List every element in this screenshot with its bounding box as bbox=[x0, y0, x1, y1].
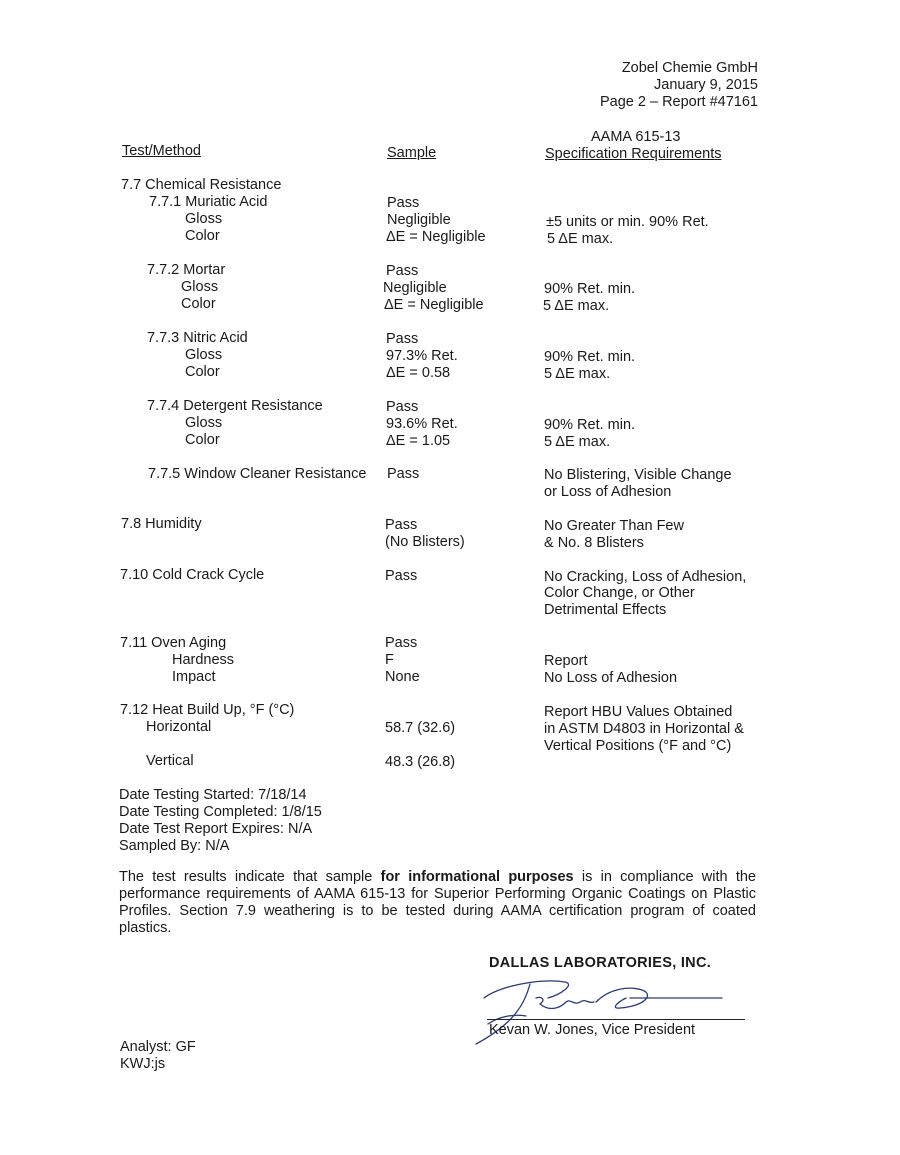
date-testing-started: Date Testing Started: 7/18/14 bbox=[119, 787, 307, 803]
table-row-method: Color bbox=[185, 364, 220, 380]
date-report-expires: Date Test Report Expires: N/A bbox=[119, 821, 313, 837]
statement-part1: The test results indicate that sample bbox=[119, 869, 381, 885]
table-row-sample: F bbox=[385, 652, 394, 668]
table-row-spec: Report bbox=[544, 653, 588, 669]
table-row-method: 7.7.5 Window Cleaner Resistance bbox=[148, 466, 367, 482]
table-row-method: 7.7 Chemical Resistance bbox=[121, 177, 282, 193]
signature-line bbox=[487, 1019, 745, 1020]
page-report-number: Page 2 – Report #47161 bbox=[599, 94, 758, 110]
table-row-spec: Report HBU Values Obtained bbox=[544, 704, 733, 720]
table-row-method: Gloss bbox=[185, 415, 223, 431]
table-row-method: Color bbox=[185, 228, 220, 244]
table-row-method: 7.11 Oven Aging bbox=[120, 635, 227, 651]
table-row-spec: No Loss of Adhesion bbox=[544, 670, 678, 686]
table-row-method: 7.7.2 Mortar bbox=[147, 262, 226, 278]
table-row-method: 7.7.3 Nitric Acid bbox=[147, 330, 248, 346]
lab-name: DALLAS LABORATORIES, INC. bbox=[489, 955, 712, 971]
table-row-sample: 93.6% Ret. bbox=[386, 416, 458, 432]
reference-initials: KWJ:js bbox=[120, 1056, 166, 1072]
sampled-by: Sampled By: N/A bbox=[119, 838, 230, 854]
table-row-spec: No Greater Than Few bbox=[544, 518, 684, 534]
table-row-sample: Pass bbox=[385, 568, 418, 584]
table-row-sample: Pass bbox=[385, 517, 418, 533]
table-row-sample: None bbox=[385, 669, 420, 685]
compliance-statement bbox=[119, 869, 756, 937]
table-row-spec: No Blistering, Visible Change bbox=[544, 467, 732, 483]
table-row-spec: No Cracking, Loss of Adhesion, bbox=[544, 569, 747, 585]
table-row-sample: Pass bbox=[387, 195, 420, 211]
table-row-sample: Negligible bbox=[383, 280, 447, 296]
table-row-spec: 90% Ret. min. bbox=[544, 349, 636, 365]
analyst: Analyst: GF bbox=[120, 1039, 196, 1055]
table-row-method: Gloss bbox=[185, 347, 223, 363]
table-row-method: Impact bbox=[172, 669, 216, 685]
statement-part2: is in compliance with the performance requirements of AAMA 615-13 for Superior Performing Organic Coatings on Plastic Profiles. Section 7.9 weathering is to be tested during AAMA certification program of coated plastics. bbox=[119, 869, 756, 936]
table-row-method: Gloss bbox=[185, 211, 223, 227]
table-row-spec: Detrimental Effects bbox=[544, 602, 667, 618]
table-row-sample: ΔE = Negligible bbox=[386, 229, 486, 245]
table-row-method: Vertical bbox=[146, 753, 194, 769]
table-row-sample: 97.3% Ret. bbox=[386, 348, 458, 364]
table-row-sample: 58.7 (32.6) bbox=[385, 720, 456, 736]
table-row-sample: Pass bbox=[385, 635, 418, 651]
date-testing-completed: Date Testing Completed: 1/8/15 bbox=[119, 804, 322, 820]
table-row-method: Hardness bbox=[172, 652, 235, 668]
table-row-spec: Color Change, or Other bbox=[544, 585, 695, 601]
table-row-method: Horizontal bbox=[146, 719, 212, 735]
table-row-spec: 5 ΔE max. bbox=[547, 231, 614, 247]
table-row-method: 7.12 Heat Build Up, °F (°C) bbox=[120, 702, 295, 718]
table-row-spec: in ASTM D4803 in Horizontal & bbox=[544, 721, 744, 737]
table-row-method: 7.7.1 Muriatic Acid bbox=[149, 194, 268, 210]
table-row-spec: 5 ΔE max. bbox=[544, 366, 611, 382]
table-row-spec: 5 ΔE max. bbox=[543, 298, 610, 314]
table-row-method: Color bbox=[185, 432, 220, 448]
table-row-sample: Pass bbox=[386, 263, 419, 279]
table-row-spec: ±5 units or min. 90% Ret. bbox=[546, 214, 709, 230]
table-row-spec: Vertical Positions (°F and °C) bbox=[544, 738, 732, 754]
table-row-spec: 90% Ret. min. bbox=[544, 417, 636, 433]
column-header-spec-standard: AAMA 615-13 bbox=[591, 129, 681, 145]
table-row-sample: ΔE = 0.58 bbox=[386, 365, 451, 381]
table-row-method: 7.10 Cold Crack Cycle bbox=[120, 567, 265, 583]
table-row-method: 7.7.4 Detergent Resistance bbox=[147, 398, 323, 414]
table-row-sample: Pass bbox=[387, 466, 420, 482]
column-header-test-method: Test/Method bbox=[122, 143, 201, 159]
table-row-sample: ΔE = Negligible bbox=[384, 297, 484, 313]
signer-name-title: Kevan W. Jones, Vice President bbox=[489, 1022, 696, 1038]
column-header-sample: Sample bbox=[387, 145, 437, 161]
table-row-sample: Negligible bbox=[387, 212, 451, 228]
company-name: Zobel Chemie GmbH bbox=[621, 60, 758, 76]
report-date: January 9, 2015 bbox=[654, 77, 758, 93]
table-row-spec: 5 ΔE max. bbox=[544, 434, 611, 450]
table-row-method: 7.8 Humidity bbox=[121, 516, 202, 532]
table-row-sample: Pass bbox=[386, 331, 419, 347]
table-row-sample: (No Blisters) bbox=[385, 534, 465, 550]
table-row-method: Color bbox=[181, 296, 216, 312]
table-row-spec: or Loss of Adhesion bbox=[544, 484, 672, 500]
table-row-sample: Pass bbox=[386, 399, 419, 415]
table-row-method: Gloss bbox=[181, 279, 219, 295]
table-row-sample: 48.3 (26.8) bbox=[385, 754, 456, 770]
table-row-sample: ΔE = 1.05 bbox=[386, 433, 451, 449]
statement-emphasis: for informational purposes bbox=[380, 869, 574, 885]
table-row-spec: 90% Ret. min. bbox=[544, 281, 636, 297]
column-header-spec-requirements: Specification Requirements bbox=[545, 146, 722, 162]
table-row-spec: & No. 8 Blisters bbox=[544, 535, 644, 551]
